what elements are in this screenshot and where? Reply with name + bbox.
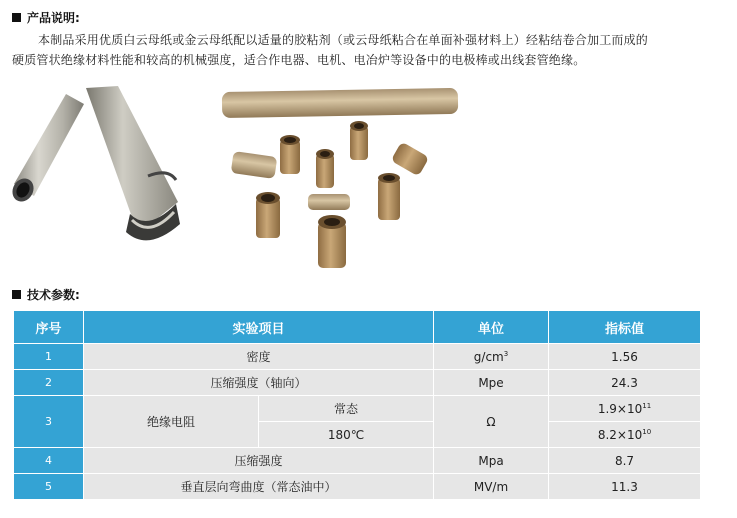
row-item: 压缩强度（轴向）	[84, 370, 434, 396]
row-no: 2	[14, 370, 84, 396]
row-value: 11.3	[549, 474, 701, 500]
row-item: 绝缘电阻	[84, 396, 259, 448]
table-row	[14, 396, 701, 422]
table-header-row	[14, 311, 701, 344]
header-no: 序号	[14, 311, 84, 344]
row-value: $1.9\times 10^{11}$	[549, 396, 701, 422]
row-no: 5	[14, 474, 84, 500]
small-mica-tubes-photo	[218, 82, 463, 272]
spec-title: 技术参数:	[27, 287, 80, 302]
row-item: 密度	[84, 344, 434, 370]
table-row	[14, 370, 701, 396]
table-row	[14, 344, 701, 370]
row-no: 4	[14, 448, 84, 474]
spec-heading	[12, 286, 80, 302]
row-value: $8.2\times 10^{10}$	[549, 422, 701, 448]
description-line-1: 本制品采用优质白云母纸或金云母纸配以适量的胶粘剂（或云母纸粘合在单面补强材料上）经粘结卷合加工而成的	[38, 33, 649, 47]
product-description	[12, 30, 727, 70]
row-item: 垂直层向弯曲度（常态油中）	[84, 474, 434, 500]
row-subitem: 常态	[259, 396, 434, 422]
header-item: 实验项目	[84, 311, 434, 344]
row-item: 压缩强度	[84, 448, 434, 474]
header-value: 指标值	[549, 311, 701, 344]
description-line-2: 硬质管状绝缘材料性能和较高的机械强度，适合作电器、电机、电冶炉等设备中的电极棒或出线套管绝缘。	[12, 53, 586, 67]
row-subitem: 180℃	[259, 422, 434, 448]
square-bullet-icon	[12, 290, 21, 299]
header-unit: 单位	[434, 311, 549, 344]
row-unit: Mpa	[434, 448, 549, 474]
product-description-title: 产品说明:	[27, 10, 80, 25]
row-no: 1	[14, 344, 84, 370]
square-bullet-icon	[12, 13, 21, 22]
row-value: 24.3	[549, 370, 701, 396]
row-value: 1.56	[549, 344, 701, 370]
row-unit: Ω	[434, 396, 549, 448]
row-unit: $g/cm^3$	[434, 344, 549, 370]
row-no: 3	[14, 396, 84, 448]
row-unit: Mpe	[434, 370, 549, 396]
table-row	[14, 448, 701, 474]
product-description-heading	[12, 9, 80, 25]
row-unit: MV/m	[434, 474, 549, 500]
spec-table	[13, 310, 701, 500]
row-value: 8.7	[549, 448, 701, 474]
large-mica-tubes-photo	[8, 84, 188, 256]
table-row	[14, 474, 701, 500]
